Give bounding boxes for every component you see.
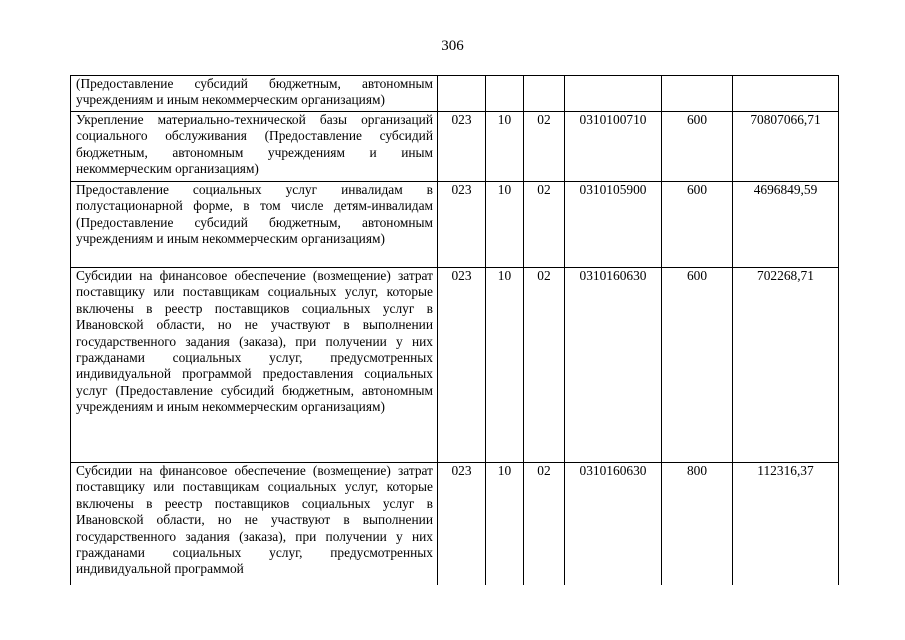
row-name-cell: Укрепление материально-технической базы организаций социального обслуживания (Предоставление субсидий бюджетным, автономным учреждениям и иным некоммерческим организациям)	[71, 112, 438, 182]
ministry-code-cell: 023	[438, 268, 486, 463]
section-code-cell: 10	[486, 268, 524, 463]
row-name-cell: Субсидии на финансовое обеспечение (возмещение) затрат поставщику или поставщикам социальных услуг, которые включены в реестр поставщиков социальных услуг в Ивановской области, но не участвуют в выполнении государственного задания (заказа), при получении у них гражданами социальных услуг, предусмотренных индивидуальной программой предоставления социальных услуг (Предоставление субсидий бюджетным, автономным учреждениям и иным некоммерческим организациям)	[71, 268, 438, 463]
section-code-cell: 10	[486, 112, 524, 182]
expense-type-cell: 600	[662, 268, 733, 463]
row-name-cell: Субсидии на финансовое обеспечение (возмещение) затрат поставщику или поставщикам социальных услуг, которые включены в реестр поставщиков социальных услуг в Ивановской области, но не участвуют в выполнении государственного задания (заказа), при получении у них гражданами социальных услуг, предусмотренных индивидуальной программой	[71, 463, 438, 585]
target-code-cell	[565, 76, 662, 112]
table-row	[71, 112, 839, 182]
row-name-cell: (Предоставление субсидий бюджетным, автономным учреждениям и иным некоммерческим организациям)	[71, 76, 438, 112]
amount-cell: 702268,71	[733, 268, 839, 463]
expense-type-cell: 600	[662, 182, 733, 268]
subsection-code-cell: 02	[524, 268, 565, 463]
ministry-code-cell: 023	[438, 112, 486, 182]
target-code-cell: 0310100710	[565, 112, 662, 182]
ministry-code-cell: 023	[438, 182, 486, 268]
expense-type-cell	[662, 76, 733, 112]
section-code-cell: 10	[486, 182, 524, 268]
section-code-cell	[486, 76, 524, 112]
target-code-cell: 0310105900	[565, 182, 662, 268]
budget-table	[70, 75, 839, 585]
table-row	[71, 182, 839, 268]
subsection-code-cell: 02	[524, 182, 565, 268]
target-code-cell: 0310160630	[565, 463, 662, 585]
amount-cell: 70807066,71	[733, 112, 839, 182]
amount-cell: 4696849,59	[733, 182, 839, 268]
subsection-code-cell: 02	[524, 112, 565, 182]
table-row	[71, 463, 839, 585]
section-code-cell: 10	[486, 463, 524, 585]
ministry-code-cell	[438, 76, 486, 112]
ministry-code-cell: 023	[438, 463, 486, 585]
table-row	[71, 76, 839, 112]
subsection-code-cell	[524, 76, 565, 112]
page-number: 306	[441, 38, 464, 54]
amount-cell	[733, 76, 839, 112]
table-row	[71, 268, 839, 463]
expense-type-cell: 600	[662, 112, 733, 182]
target-code-cell: 0310160630	[565, 268, 662, 463]
subsection-code-cell: 02	[524, 463, 565, 585]
row-name-cell: Предоставление социальных услуг инвалидам в полустационарной форме, в том числе детям-инвалидам (Предоставление субсидий бюджетным, автономным учреждениям и иным некоммерческим организациям)	[71, 182, 438, 268]
expense-type-cell: 800	[662, 463, 733, 585]
amount-cell: 112316,37	[733, 463, 839, 585]
